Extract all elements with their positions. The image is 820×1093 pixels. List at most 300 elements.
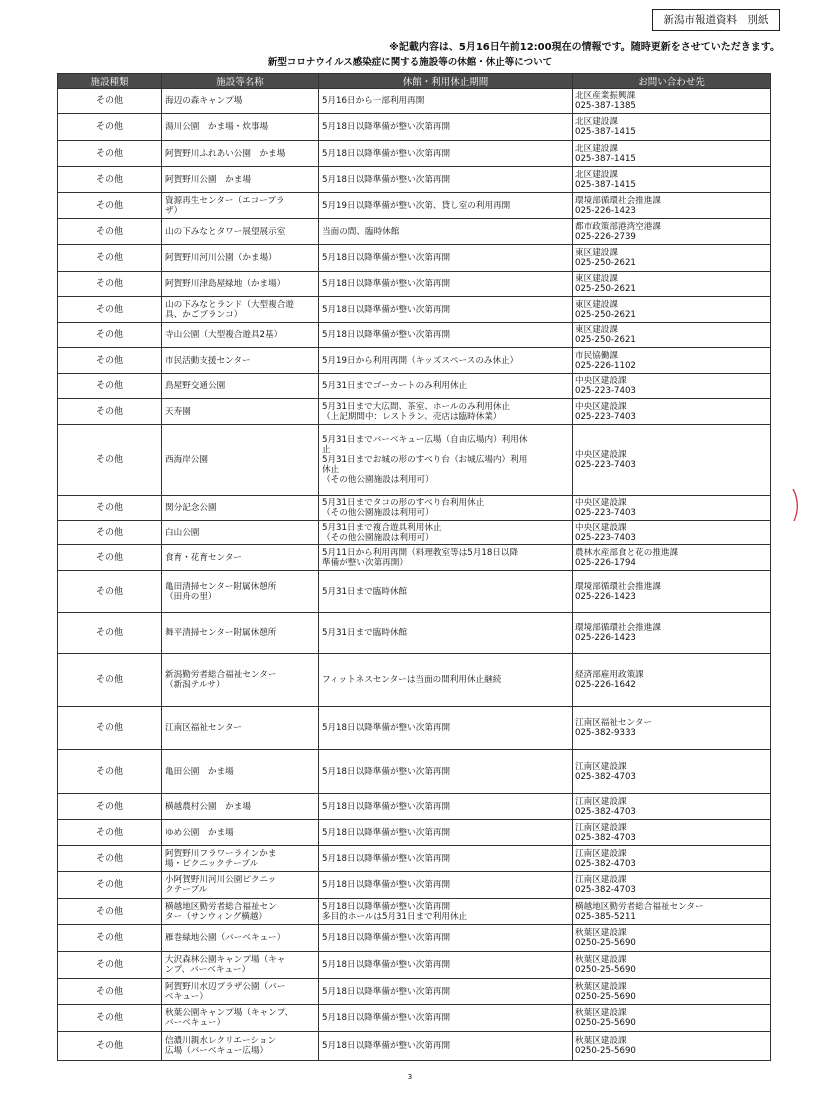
closure-period-cell (319, 1032, 573, 1061)
closure-period-cell (319, 545, 573, 571)
facility-type-cell: その他 (58, 846, 162, 872)
closure-period-line: 5月18日以降準備が整い次第再開 (322, 253, 451, 263)
contact-line: 0250-25-5690 (575, 938, 636, 948)
table-row (58, 193, 771, 219)
facility-name-cell (162, 399, 319, 425)
contact-cell (573, 1032, 771, 1061)
facility-type-cell: その他 (58, 872, 162, 899)
facility-name-line: 秋葉公園キャンプ場（キャンプ、 (165, 1008, 294, 1018)
closure-period-line: 5月18日以降準備が整い次第再開 (322, 827, 451, 838)
facility-name-cell (162, 707, 319, 750)
facility-type-cell: その他 (58, 571, 162, 613)
contact-line: 東区建設課 (575, 274, 618, 284)
contact-line: 0250-25-5690 (575, 1018, 636, 1028)
contact-cell (573, 114, 771, 141)
facility-name-cell (162, 89, 319, 114)
table-row (58, 89, 771, 114)
facility-name-line: 江南区福祉センター (165, 723, 243, 733)
closure-period-line: （その他公園施設は利用可） (322, 475, 434, 485)
facility-name-line: （新潟テルサ） (165, 680, 225, 690)
contact-line: 北区建設課 (575, 117, 618, 127)
closure-period-line: フィットネスセンターは当面の間利用休止継続 (322, 675, 502, 685)
facility-type-cell: その他 (58, 1032, 162, 1061)
contact-cell (573, 979, 771, 1005)
table-row (58, 297, 771, 323)
facility-name-cell (162, 1032, 319, 1061)
facility-name-line: 横越地区勤労者総合福祉セン (165, 901, 277, 912)
table-row (58, 245, 771, 272)
closure-period-cell (319, 846, 573, 872)
facility-name-cell (162, 613, 319, 654)
facility-name-cell (162, 521, 319, 545)
table-header-row (58, 74, 771, 89)
contact-line: 025-226-2739 (575, 231, 636, 242)
contact-cell (573, 750, 771, 794)
table-row (58, 571, 771, 613)
contact-line: 環境部循環社会推進課 (575, 581, 661, 592)
closure-period-line: 5月18日以降準備が整い次第再開 (322, 148, 451, 159)
facility-type-cell: その他 (58, 952, 162, 979)
closure-period-line: 5月31日までタコの形のすべり台利用休止 (322, 498, 485, 508)
facility-name-line: 阿賀野川公園 かま場 (165, 174, 251, 185)
contact-line: 環境部循環社会推進課 (575, 623, 661, 633)
table-row (58, 374, 771, 399)
closure-period-cell (319, 245, 573, 272)
facility-name-cell (162, 374, 319, 399)
contact-cell (573, 141, 771, 167)
facility-name-cell (162, 1005, 319, 1032)
facility-type-cell: その他 (58, 141, 162, 167)
table-row (58, 750, 771, 794)
facility-name-line: 資源再生センター（エコープラ (165, 195, 285, 206)
facility-name-line: ザ） (165, 205, 183, 216)
closure-period-cell (319, 272, 573, 297)
contact-line: 025-223-7403 (575, 386, 636, 396)
facility-name-cell (162, 750, 319, 794)
closure-period-line: 5月18日以降準備が整い次第再開 (322, 1013, 451, 1023)
closure-period-cell (319, 297, 573, 323)
contact-line: 江南区建設課 (575, 875, 627, 885)
facility-name-line: ンプ、バーベキュー） (165, 965, 251, 975)
contact-line: 秋葉区建設課 (575, 955, 627, 965)
facility-table (57, 73, 771, 1061)
contact-line: 025-387-1385 (575, 101, 636, 111)
contact-line: 江南区建設課 (575, 822, 627, 833)
header-facility-name: 施設等名称 (162, 74, 319, 89)
contact-cell (573, 794, 771, 820)
contact-line: 中央区建設課 (575, 522, 627, 533)
closure-period-cell (319, 399, 573, 425)
facility-type-cell: その他 (58, 89, 162, 114)
margin-pen-mark (792, 488, 800, 522)
closure-period-line: 5月18日以降準備が整い次第再開 (322, 801, 451, 812)
contact-line: 025-223-7403 (575, 532, 636, 543)
closure-period-cell (319, 374, 573, 399)
facility-name-cell (162, 925, 319, 952)
facility-name-cell (162, 272, 319, 297)
closure-period-line: 5月18日以降準備が整い次第再開 (322, 304, 451, 315)
closure-period-line: 5月18日以降準備が整い次第再開 (322, 122, 451, 132)
contact-cell (573, 89, 771, 114)
contact-line: 025-382-9333 (575, 728, 636, 738)
header-closure-period: 休館・利用休止期間 (319, 74, 573, 89)
table-row (58, 219, 771, 245)
contact-cell (573, 219, 771, 245)
contact-cell (573, 245, 771, 272)
press-release-badge: 新潟市報道資料 別紙 (652, 9, 780, 31)
closure-period-line: 5月31日まで複合遊具利用休止 (322, 522, 442, 533)
facility-name-line: バーベキュー） (165, 1018, 226, 1028)
facility-type-cell: その他 (58, 820, 162, 846)
closure-period-cell (319, 219, 573, 245)
facility-type-cell: その他 (58, 925, 162, 952)
facility-name-line: ゆめ公園 かま場 (165, 827, 234, 838)
contact-line: 025-382-4703 (575, 858, 636, 869)
closure-period-line: 5月18日以降準備が整い次第再開 (322, 723, 451, 733)
table-row (58, 167, 771, 193)
closure-period-line: 5月18日以降準備が整い次第再開 (322, 933, 451, 943)
closure-period-line: 5月18日以降準備が整い次第再開 (322, 1041, 451, 1051)
contact-cell (573, 707, 771, 750)
contact-line: 025-226-1423 (575, 633, 636, 643)
contact-line: 025-223-7403 (575, 411, 636, 422)
facility-name-line: 山の下みなとタワー展望展示室 (165, 226, 286, 237)
facility-name-cell (162, 245, 319, 272)
contact-line: 025-382-4703 (575, 771, 636, 782)
closure-period-line: 5月18日以降準備が整い次第再開 (322, 330, 451, 340)
contact-cell (573, 872, 771, 899)
facility-name-line: 鳥屋野交通公園 (165, 381, 226, 391)
facility-name-line: 阿賀野川フラワーラインかま (165, 848, 277, 859)
table-row (58, 141, 771, 167)
contact-line: 025-387-1415 (575, 179, 636, 190)
contact-line: 025-226-1642 (575, 680, 636, 690)
closure-period-line: 5月18日以降準備が整い次第再開 (322, 174, 451, 185)
closure-period-cell (319, 89, 573, 114)
contact-line: 北区産業振興課 (575, 91, 636, 101)
facility-type-cell: その他 (58, 496, 162, 521)
facility-name-cell (162, 114, 319, 141)
facility-type-cell: その他 (58, 654, 162, 707)
contact-cell (573, 654, 771, 707)
facility-name-line: 食育・花育センター (165, 552, 243, 563)
contact-line: 025-250-2621 (575, 335, 636, 345)
facility-name-cell (162, 872, 319, 899)
closure-period-cell (319, 193, 573, 219)
contact-cell (573, 545, 771, 571)
update-notice: ※記載内容は、5月16日午前12:00現在の情報です。随時更新をさせていただきます。 (389, 42, 780, 53)
contact-line: 東区建設課 (575, 248, 618, 258)
closure-period-line: 5月19日以降準備が整い次第、貸し室の利用再開 (322, 200, 511, 211)
contact-cell (573, 425, 771, 496)
contact-line: 025-226-1102 (575, 360, 636, 371)
table-row (58, 399, 771, 425)
facility-name-line: 西海岸公園 (165, 455, 208, 465)
table-row (58, 272, 771, 297)
closure-period-cell (319, 114, 573, 141)
facility-name-cell (162, 899, 319, 925)
facility-name-line: 天寿園 (165, 406, 191, 417)
facility-name-line: 亀田清掃センター附属休憩所 (165, 581, 277, 592)
facility-type-cell: その他 (58, 323, 162, 348)
closure-period-cell (319, 521, 573, 545)
facility-name-line: 場・ピクニックテーブル (165, 858, 259, 869)
closure-period-cell (319, 571, 573, 613)
facility-type-cell: その他 (58, 245, 162, 272)
contact-line: 江南区福祉センター (575, 718, 653, 728)
contact-line: 中央区建設課 (575, 498, 627, 508)
closure-period-cell (319, 323, 573, 348)
contact-cell (573, 571, 771, 613)
closure-period-line: （その他公園施設は利用可） (322, 532, 434, 543)
contact-line: 横越地区勤労者総合福祉センター (575, 901, 704, 912)
facility-type-cell: その他 (58, 979, 162, 1005)
table-row (58, 425, 771, 496)
facility-name-line: 阿賀野川河川公園（かま場） (165, 253, 277, 263)
facility-name-cell (162, 297, 319, 323)
facility-type-cell: その他 (58, 545, 162, 571)
contact-cell (573, 925, 771, 952)
facility-type-cell: その他 (58, 297, 162, 323)
closure-period-cell (319, 654, 573, 707)
contact-line: 025-382-4703 (575, 885, 636, 895)
contact-line: 都市政策部港湾空港課 (575, 221, 661, 232)
closure-period-line: 5月18日以降準備が整い次第再開 (322, 880, 451, 890)
table-row (58, 1032, 771, 1061)
closure-period-cell (319, 141, 573, 167)
closure-period-line: 5月31日まで臨時休館 (322, 586, 408, 597)
facility-name-cell (162, 167, 319, 193)
contact-line: 025-382-4703 (575, 806, 636, 817)
contact-cell (573, 399, 771, 425)
contact-line: 025-250-2621 (575, 309, 636, 320)
contact-cell (573, 952, 771, 979)
table-row (58, 707, 771, 750)
table-row (58, 979, 771, 1005)
closure-period-line: 5月18日以降準備が整い次第再開 (322, 853, 451, 864)
closure-period-line: 5月31日までお城の形のすべり台（お城広場内）利用 (322, 455, 528, 465)
contact-line: 中央区建設課 (575, 450, 627, 460)
contact-line: 東区建設課 (575, 325, 618, 335)
contact-cell (573, 297, 771, 323)
facility-name-line: 舞平清掃センター附属休憩所 (165, 628, 277, 638)
contact-line: 江南区建設課 (575, 761, 627, 772)
facility-type-cell: その他 (58, 1005, 162, 1032)
contact-line: 秋葉区建設課 (575, 1036, 627, 1046)
contact-line: 025-250-2621 (575, 284, 636, 294)
contact-cell (573, 899, 771, 925)
contact-line: 東区建設課 (575, 299, 618, 310)
closure-period-cell (319, 496, 573, 521)
contact-line: 025-223-7403 (575, 460, 636, 470)
facility-name-line: 広場（バーベキュー広場） (165, 1046, 269, 1056)
table-row (58, 114, 771, 141)
table-row (58, 348, 771, 374)
contact-cell (573, 846, 771, 872)
facility-type-cell: その他 (58, 707, 162, 750)
closure-period-cell (319, 425, 573, 496)
facility-name-line: 湯川公園 かま場・炊事場 (165, 122, 269, 132)
facility-name-line: 関分記念公園 (165, 503, 217, 513)
facility-name-cell (162, 193, 319, 219)
closure-period-line: 5月31日まで大広間、茶室、ホールのみ利用休止 (322, 401, 511, 412)
facility-name-line: 寺山公園（大型複合遊具2基） (165, 330, 283, 340)
table-row (58, 1005, 771, 1032)
facility-name-line: 横越農村公園 かま場 (165, 801, 251, 812)
facility-name-cell (162, 323, 319, 348)
contact-line: 025-385-5211 (575, 911, 636, 922)
contact-line: 北区建設課 (575, 143, 618, 154)
contact-line: 秋葉区建設課 (575, 1008, 627, 1018)
page-number: 3 (407, 1073, 413, 1081)
contact-cell (573, 1005, 771, 1032)
facility-name-line: 阿賀野川ふれあい公園 かま場 (165, 148, 286, 159)
facility-name-cell (162, 654, 319, 707)
facility-type-cell: その他 (58, 193, 162, 219)
table-row (58, 872, 771, 899)
contact-line: 秋葉区建設課 (575, 928, 627, 938)
facility-name-line: クテーブル (165, 885, 208, 895)
closure-period-line: （上記期間中：レストラン、売店は臨時休業） (322, 411, 502, 422)
closure-period-cell (319, 707, 573, 750)
table-row (58, 846, 771, 872)
closure-period-line: 5月31日までゴーカートのみ利用休止 (322, 381, 468, 391)
contact-cell (573, 348, 771, 374)
facility-type-cell: その他 (58, 521, 162, 545)
contact-line: 市民協働課 (575, 350, 618, 361)
closure-period-cell (319, 348, 573, 374)
closure-period-line: 5月11日から利用再開（料理教室等は5月18日以降 (322, 547, 519, 558)
contact-line: 北区建設課 (575, 169, 618, 180)
table-row (58, 820, 771, 846)
closure-period-line: 5月19日から利用再開（キッズスペースのみ休止） (322, 355, 519, 366)
closure-period-cell (319, 979, 573, 1005)
contact-line: 025-226-1794 (575, 557, 636, 568)
facility-name-cell (162, 219, 319, 245)
facility-name-cell (162, 571, 319, 613)
facility-type-cell: その他 (58, 794, 162, 820)
facility-name-cell (162, 348, 319, 374)
closure-period-cell (319, 613, 573, 654)
contact-line: 025-387-1415 (575, 153, 636, 164)
table-row (58, 899, 771, 925)
closure-period-cell (319, 899, 573, 925)
facility-name-line: 亀田公園 かま場 (165, 766, 234, 777)
table-row (58, 323, 771, 348)
table-body (58, 89, 771, 1061)
contact-line: 025-387-1415 (575, 127, 636, 137)
facility-name-line: ター（サンウィング横越） (165, 911, 268, 922)
facility-name-cell (162, 846, 319, 872)
closure-period-line: 5月18日以降準備が整い次第再開 (322, 766, 451, 777)
closure-period-line: 5月18日以降準備が整い次第再開 (322, 986, 451, 997)
table-row (58, 613, 771, 654)
facility-type-cell: その他 (58, 219, 162, 245)
facility-name-cell (162, 496, 319, 521)
contact-line: 025-226-1423 (575, 205, 636, 216)
header-contact: お問い合わせ先 (573, 74, 771, 89)
contact-line: 025-223-7403 (575, 508, 636, 518)
facility-type-cell: その他 (58, 399, 162, 425)
facility-name-line: 白山公園 (165, 527, 200, 538)
facility-name-line: 雁巻緑地公園（バーベキュー） (165, 933, 286, 943)
facility-type-cell: その他 (58, 613, 162, 654)
closure-period-cell (319, 167, 573, 193)
table-row (58, 952, 771, 979)
closure-period-line: 止 (322, 445, 331, 455)
facility-type-cell: その他 (58, 348, 162, 374)
contact-cell (573, 193, 771, 219)
facility-name-line: （田舟の里） (165, 591, 217, 602)
closure-period-cell (319, 750, 573, 794)
facility-name-line: 小阿賀野川河川公園ピクニッ (165, 875, 277, 885)
contact-cell (573, 521, 771, 545)
facility-name-cell (162, 979, 319, 1005)
facility-type-cell: その他 (58, 114, 162, 141)
table-row (58, 545, 771, 571)
closure-period-line: （その他公園施設は利用可） (322, 508, 434, 518)
closure-period-line: 5月31日までバーベキュー広場（自由広場内）利用休 (322, 435, 528, 445)
closure-period-cell (319, 925, 573, 952)
contact-line: 農林水産部食と花の推進課 (575, 547, 679, 558)
closure-period-line: 5月18日以降準備が整い次第再開 (322, 960, 451, 970)
header-facility-type: 施設種類 (58, 74, 162, 89)
facility-name-cell (162, 952, 319, 979)
table-row (58, 794, 771, 820)
facility-name-cell (162, 545, 319, 571)
contact-cell (573, 374, 771, 399)
facility-name-line: 阿賀野川津島屋緑地（かま場） (165, 279, 286, 289)
contact-line: 0250-25-5690 (575, 991, 636, 1002)
contact-line: 中央区建設課 (575, 401, 627, 412)
facility-type-cell: その他 (58, 272, 162, 297)
closure-period-cell (319, 952, 573, 979)
contact-cell (573, 613, 771, 654)
contact-line: 江南区建設課 (575, 848, 627, 859)
contact-line: 025-226-1423 (575, 591, 636, 602)
facility-name-cell (162, 794, 319, 820)
facility-name-line: 大沢森林公園キャンプ場（キャ (165, 955, 286, 965)
table-row (58, 496, 771, 521)
facility-name-cell (162, 425, 319, 496)
facility-type-cell: その他 (58, 750, 162, 794)
contact-line: 環境部循環社会推進課 (575, 195, 661, 206)
closure-period-line: 多目的ホールは5月31日まで利用休止 (322, 911, 468, 922)
contact-line: 経済部雇用政策課 (575, 670, 644, 680)
closure-period-line: 休止 (322, 465, 340, 475)
facility-name-line: 具、かごブランコ） (165, 309, 243, 320)
document-title: 新型コロナウイルス感染症に関する施設等の休館・休止等について (267, 57, 553, 68)
closure-period-line: 当面の間、臨時休館 (322, 226, 400, 237)
contact-line: 中央区建設課 (575, 376, 627, 386)
contact-line: 025-382-4703 (575, 832, 636, 843)
contact-line: 0250-25-5690 (575, 1046, 636, 1056)
contact-line: 秋葉区建設課 (575, 981, 627, 992)
contact-cell (573, 272, 771, 297)
contact-cell (573, 167, 771, 193)
facility-type-cell: その他 (58, 899, 162, 925)
contact-line: 江南区建設課 (575, 796, 627, 807)
contact-cell (573, 820, 771, 846)
facility-name-line: ベキュー） (165, 991, 208, 1002)
facility-type-cell: その他 (58, 167, 162, 193)
closure-period-cell (319, 872, 573, 899)
table-row (58, 925, 771, 952)
facility-name-cell (162, 820, 319, 846)
closure-period-line: 5月18日以降準備が整い次第再開 (322, 279, 451, 289)
facility-type-cell: その他 (58, 374, 162, 399)
table-row (58, 654, 771, 707)
